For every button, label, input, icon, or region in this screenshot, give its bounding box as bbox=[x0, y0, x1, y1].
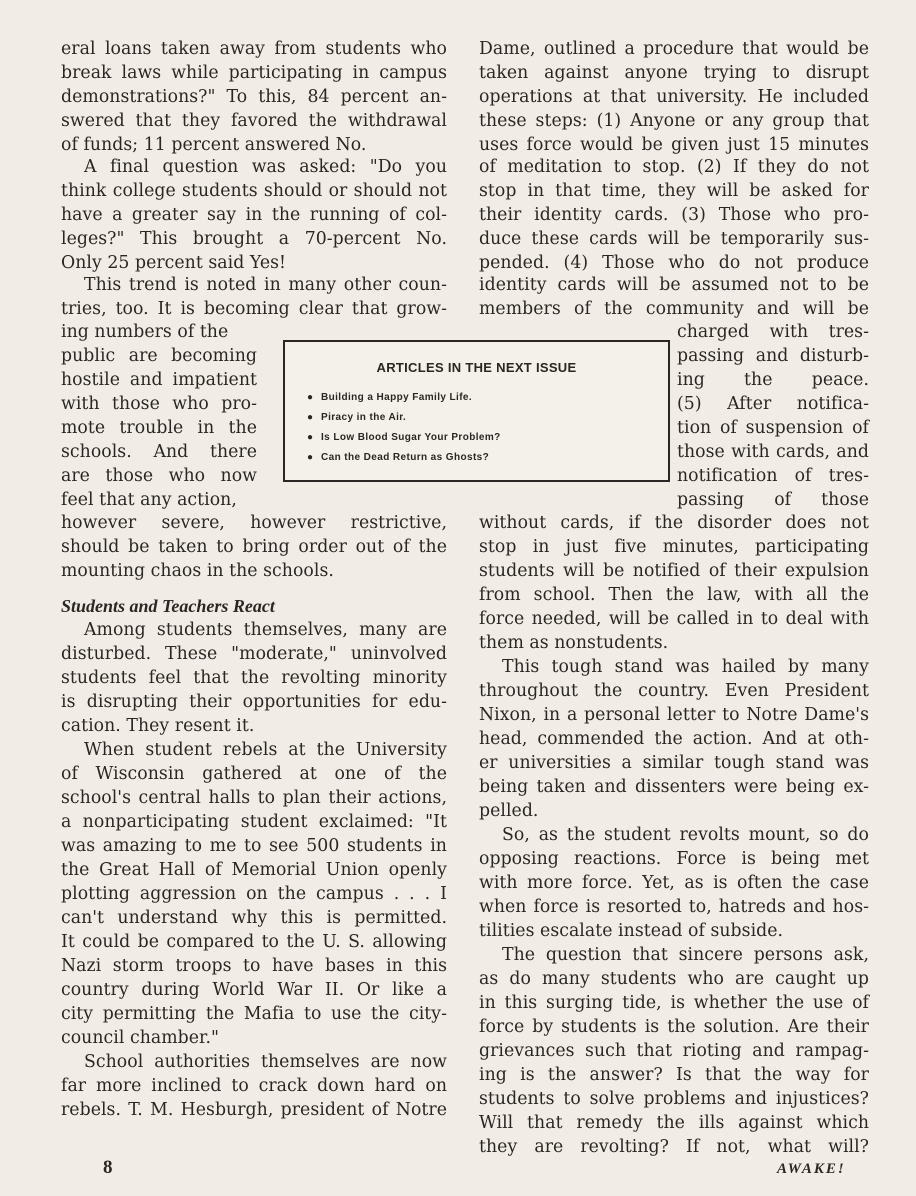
text-line: er universities a similar tough stand was bbox=[479, 753, 869, 773]
text-line: pelled. bbox=[479, 801, 539, 821]
text-line: schools. And there bbox=[61, 442, 257, 462]
text-line: throughout the country. Even President bbox=[479, 681, 869, 701]
text-line: break laws while participating in campus bbox=[61, 63, 447, 83]
text-line: stop in just five minutes, participating bbox=[479, 537, 869, 557]
text-line: with those who pro- bbox=[61, 394, 257, 414]
text-line: identity cards will be assumed not to be bbox=[479, 275, 869, 295]
text-line: Nazi storm troops to have bases in this bbox=[61, 956, 447, 976]
next-issue-title: ARTICLES IN THE NEXT ISSUE bbox=[376, 360, 577, 375]
text-line: students feel that the revolting minority bbox=[61, 668, 447, 688]
text-line: uses force would be given just 15 minutes bbox=[479, 135, 869, 155]
text-line: tilities escalate instead of subside. bbox=[479, 921, 784, 941]
text-line: think college students should or should not bbox=[61, 181, 447, 201]
magazine-name: AWAKE! bbox=[777, 1161, 846, 1177]
next-issue-item: ● Is Low Blood Sugar Your Problem? bbox=[307, 432, 501, 443]
text-line: the Great Hall of Memorial Union openly bbox=[61, 860, 447, 880]
text-line: A final question was asked: "Do you bbox=[84, 157, 447, 177]
text-line: This tough stand was hailed by many bbox=[502, 657, 869, 677]
text-line: students will be notified of their expulsion bbox=[479, 561, 869, 581]
bullet-icon: ● bbox=[307, 412, 314, 423]
text-line: however severe, however restrictive, bbox=[61, 513, 447, 533]
text-line: public are becoming bbox=[61, 346, 257, 366]
text-line: operations at that university. He included bbox=[479, 87, 869, 107]
text-line: far more inclined to crack down hard on bbox=[61, 1076, 447, 1096]
next-issue-item: ● Building a Happy Family Life. bbox=[307, 392, 473, 403]
text-line: Only 25 percent said Yes! bbox=[61, 253, 287, 273]
text-line: are those who now bbox=[61, 466, 257, 486]
text-line: ing the peace. bbox=[677, 370, 869, 390]
text-line: cation. They resent it. bbox=[61, 716, 255, 736]
text-line: rebels. T. M. Hesburgh, president of Notre bbox=[61, 1100, 447, 1120]
bullet-icon: ● bbox=[307, 432, 314, 443]
text-line: with more force. Yet, as is often the case bbox=[479, 873, 869, 893]
text-line: them as nonstudents. bbox=[479, 633, 669, 653]
section-heading: Students and Teachers React bbox=[61, 596, 275, 616]
text-line: council chamber." bbox=[61, 1028, 220, 1048]
text-line: is disrupting their opportunities for edu- bbox=[61, 692, 447, 712]
text-line: of funds; 11 percent answered No. bbox=[61, 135, 367, 155]
text-line: a nonparticipating student exclaimed: "It bbox=[61, 812, 447, 832]
text-line: This trend is noted in many other coun- bbox=[84, 275, 447, 295]
text-line: their identity cards. (3) Those who pro- bbox=[479, 205, 869, 225]
text-line: feel that any action, bbox=[61, 490, 237, 510]
text-line: city permitting the Mafia to use the city- bbox=[61, 1004, 447, 1024]
text-line: these steps: (1) Anyone or any group that bbox=[479, 111, 869, 131]
text-line: notification of tres- bbox=[677, 466, 869, 486]
text-line: was amazing to me to see 500 students in bbox=[61, 836, 447, 856]
text-line: leges?" This brought a 70-percent No. bbox=[61, 229, 447, 249]
text-line: passing of those bbox=[677, 490, 869, 510]
text-line: as do many students who are caught up bbox=[479, 969, 869, 989]
text-line: Nixon, in a personal letter to Notre Dame's bbox=[479, 705, 869, 725]
text-line: force needed, will be called in to deal with bbox=[479, 609, 869, 629]
text-line: should be taken to bring order out of the bbox=[61, 537, 447, 557]
text-line: without cards, if the disorder does not bbox=[479, 513, 869, 533]
text-line: It could be compared to the U. S. allowing bbox=[61, 932, 447, 952]
text-line: members of the community and will be bbox=[479, 299, 869, 319]
text-line: students to solve problems and injustices? bbox=[479, 1089, 869, 1109]
text-line: can't understand why this is permitted. bbox=[61, 908, 447, 928]
text-line: plotting aggression on the campus . . . I bbox=[61, 884, 447, 904]
text-line: head, commended the action. And at oth- bbox=[479, 729, 869, 749]
text-line: Dame, outlined a procedure that would be bbox=[479, 39, 869, 59]
text-line: (5) After notifica- bbox=[677, 394, 869, 414]
text-line: of meditation to stop. (2) If they do not bbox=[479, 157, 869, 177]
text-line: passing and disturb- bbox=[677, 346, 869, 366]
text-line: being taken and dissenters were being ex- bbox=[479, 777, 869, 797]
text-line: pended. (4) Those who do not produce bbox=[479, 253, 869, 273]
bullet-icon: ● bbox=[307, 392, 314, 403]
text-line: grievances such that rioting and rampag- bbox=[479, 1041, 869, 1061]
text-line: have a greater say in the running of col- bbox=[61, 205, 447, 225]
next-issue-item: ● Piracy in the Air. bbox=[307, 412, 407, 423]
text-line: disturbed. These "moderate," uninvolved bbox=[61, 644, 447, 664]
text-line: So, as the student revolts mount, so do bbox=[502, 825, 869, 845]
bullet-icon: ● bbox=[307, 452, 314, 463]
text-line: duce these cards will be temporarily sus- bbox=[479, 229, 869, 249]
text-line: of Wisconsin gathered at one of the bbox=[61, 764, 447, 784]
text-line: in this surging tide, is whether the use of bbox=[479, 993, 869, 1013]
text-line: country during World War II. Or like a bbox=[61, 980, 447, 1000]
text-line: Will that remedy the ills against which bbox=[479, 1113, 869, 1133]
text-line: those with cards, and bbox=[677, 442, 869, 462]
next-issue-item: ● Can the Dead Return as Ghosts? bbox=[307, 452, 490, 463]
text-line: tion of suspension of bbox=[677, 418, 869, 438]
text-line: school's central halls to plan their actions, bbox=[61, 788, 447, 808]
text-line: opposing reactions. Force is being met bbox=[479, 849, 869, 869]
page-number: 8 bbox=[103, 1157, 113, 1178]
text-line: ing is the answer? Is that the way for bbox=[479, 1065, 869, 1085]
text-line: hostile and impatient bbox=[61, 370, 257, 390]
text-line: they are revolting? If not, what will? bbox=[479, 1137, 869, 1157]
text-line: School authorities themselves are now bbox=[84, 1052, 447, 1072]
text-line: eral loans taken away from students who bbox=[61, 39, 447, 59]
text-line: stop in that time, they will be asked for bbox=[479, 181, 869, 201]
text-line: taken against anyone trying to disrupt bbox=[479, 63, 869, 83]
text-line: mote trouble in the bbox=[61, 418, 257, 438]
text-line: from school. Then the law, with all the bbox=[479, 585, 869, 605]
text-line: The question that sincere persons ask, bbox=[502, 945, 869, 965]
text-line: when force is resorted to, hatreds and hos- bbox=[479, 897, 869, 917]
text-line: When student rebels at the University bbox=[84, 740, 447, 760]
text-line: ing numbers of the bbox=[61, 322, 229, 342]
text-line: force by students is the solution. Are their bbox=[479, 1017, 869, 1037]
text-line: charged with tres- bbox=[677, 322, 869, 342]
text-line: tries, too. It is becoming clear that grow- bbox=[61, 299, 447, 319]
text-line: demonstrations?" To this, 84 percent an- bbox=[61, 87, 447, 107]
text-line: Among students themselves, many are bbox=[84, 620, 447, 640]
text-line: mounting chaos in the schools. bbox=[61, 561, 334, 581]
text-line: swered that they favored the withdrawal bbox=[61, 111, 447, 131]
next-issue-box bbox=[283, 340, 670, 482]
